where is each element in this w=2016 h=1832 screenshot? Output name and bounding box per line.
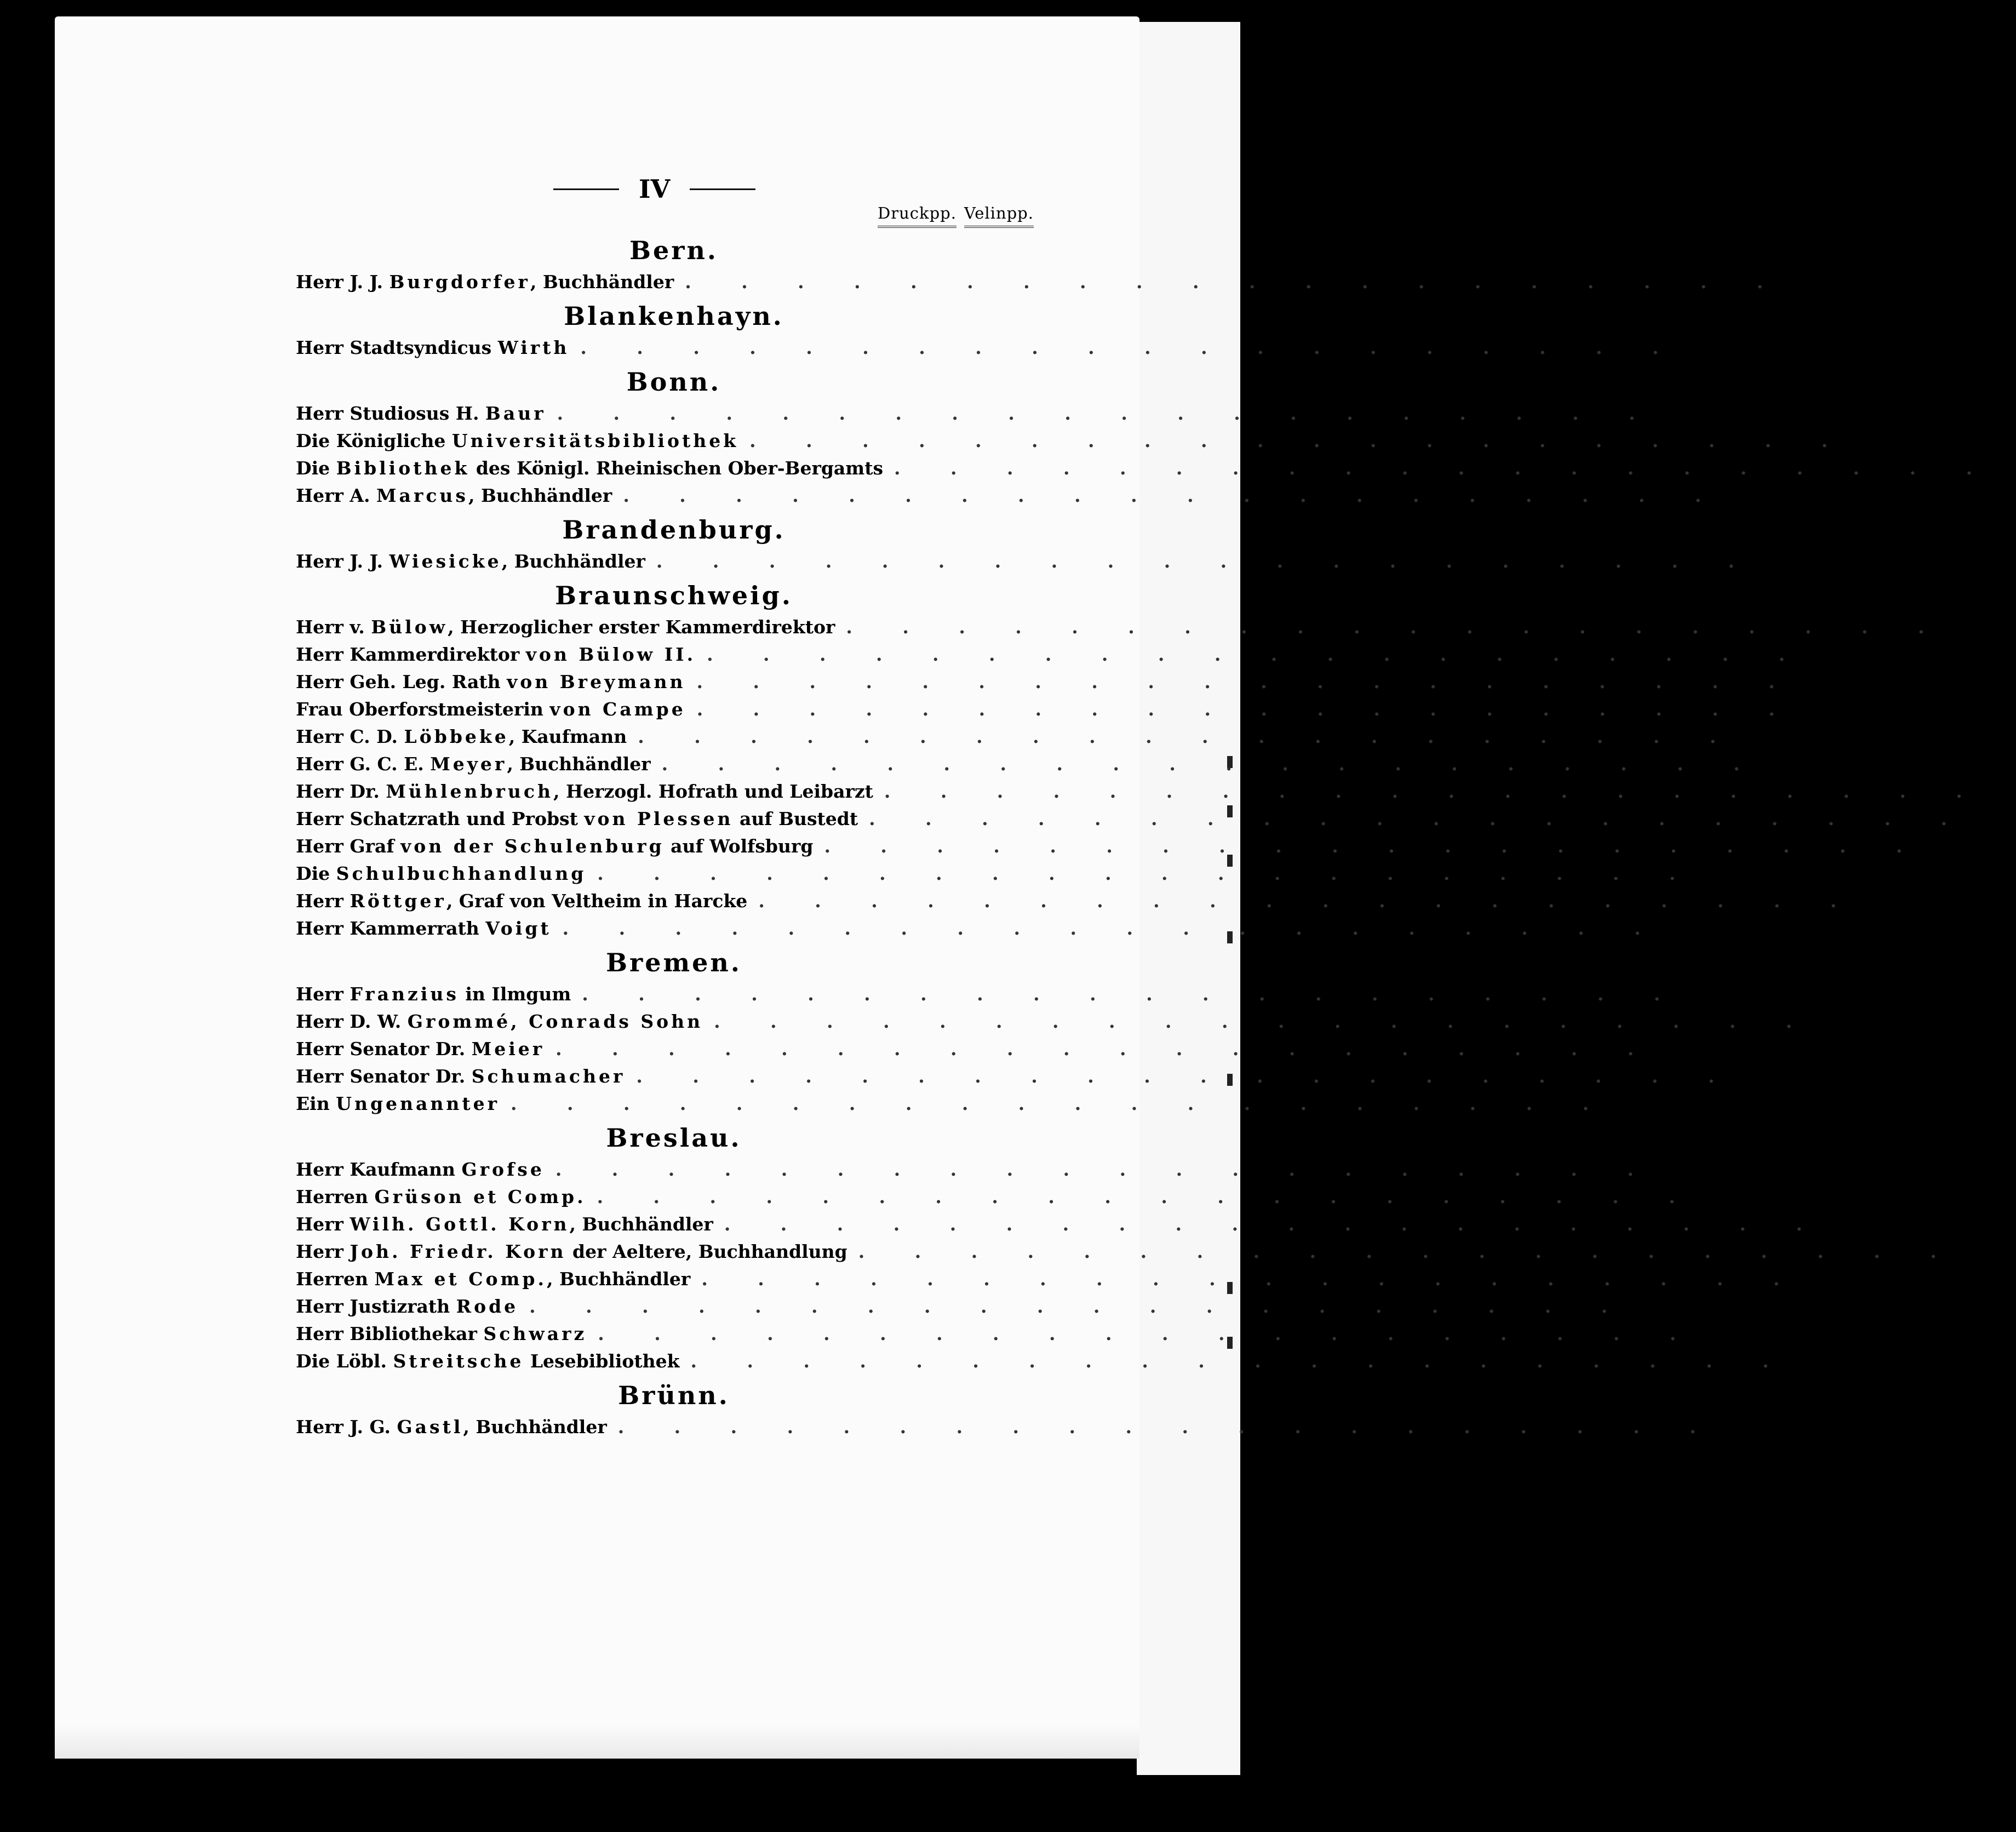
name-prefix: Die Königliche <box>296 430 452 451</box>
name-suffix: des Königl. Rheinischen Ober-Bergamts <box>469 457 884 479</box>
velin-count: – <box>1669 403 1679 424</box>
dot-leader: . . . . . . . . . . . . . . . . . . . . <box>555 1038 1656 1060</box>
druck-count: 1 <box>1984 781 1997 802</box>
subscriber-name <box>296 833 813 860</box>
druck-count: 1 <box>1629 1296 1642 1317</box>
name-prefix: Herr <box>296 1213 350 1235</box>
dot-leader: . . . . . . . . . . . . . . . . . . . . <box>869 808 1969 829</box>
druck-count: 1 <box>1656 1038 1669 1060</box>
subscriber-entry <box>296 668 1819 696</box>
name-prefix: Herr C. D. <box>296 726 404 747</box>
druck-count: 1 <box>1801 1268 1814 1290</box>
name-suffix: der Aeltere, Buchhandlung <box>566 1241 847 1262</box>
dot-leader: . . . . . . . . . . . . . . . . . . . . <box>638 726 1738 747</box>
name-prefix: Die <box>296 863 336 884</box>
druck-count: 1 <box>1662 918 1675 939</box>
druck-count: 2 <box>1761 753 1774 775</box>
subscriber-entry <box>296 778 2006 805</box>
velin-count: – <box>1996 781 2006 802</box>
subscriber-name <box>296 334 569 362</box>
velin-count: 1 <box>1797 271 1811 293</box>
name-prefix: Herr J. J. <box>296 271 390 293</box>
druck-count: 1 <box>1682 983 1695 1005</box>
name-prefix: Herr Dr. <box>296 781 386 802</box>
city-heading: Bremen. <box>606 948 742 977</box>
velin-count: 1 <box>1971 1241 1984 1262</box>
name-suffix: , Graf von Veltheim in Harcke <box>446 890 748 912</box>
velin-count: – <box>1774 753 1784 775</box>
name-spaced: Grommé, Conrads Sohn <box>407 1011 703 1032</box>
subscriber-entry <box>296 1293 1651 1320</box>
name-spaced: Ungenannter <box>336 1093 500 1114</box>
name-prefix: Herr Kammerdirektor <box>296 644 526 665</box>
subscriber-name <box>296 641 696 668</box>
dot-leader: . . . . . . . . . . . . . . . . . . . . <box>724 1213 1824 1235</box>
druck-count: 1 <box>1796 699 1809 720</box>
name-prefix: Herr Stadtsyndicus <box>296 337 498 358</box>
velin-count: 1 <box>1867 890 1880 912</box>
subscriber-name <box>296 1413 607 1441</box>
subscriber-name <box>296 1238 847 1266</box>
druck-count: 1 <box>1969 808 1982 829</box>
name-prefix: Die <box>296 457 336 479</box>
subscriber-entry <box>296 614 1968 641</box>
page-number: IV <box>639 174 671 204</box>
subscriber-entry <box>296 1063 1758 1090</box>
druck-count: 1 <box>1824 1213 1837 1235</box>
name-prefix: Die Löbl. <box>296 1350 393 1372</box>
subscriber-entry <box>296 455 2016 482</box>
dot-leader: . . . . . . . . . . . . . . . . . . . . <box>690 1350 1791 1372</box>
velin-count: – <box>1710 863 1719 884</box>
subscriber-name <box>296 888 747 915</box>
name-prefix: Ein <box>296 1093 336 1114</box>
subscriber-name <box>296 778 873 805</box>
name-prefix: Herr Senator Dr. <box>296 1066 472 1087</box>
subscriber-entry <box>296 805 1991 833</box>
name-prefix: Herr G. C. E. <box>296 753 431 775</box>
name-suffix: auf Bustedt <box>733 808 858 829</box>
velin-count: – <box>1675 918 1685 939</box>
name-spaced: Gastl <box>397 1416 463 1438</box>
subscriber-name <box>296 723 627 751</box>
druck-count: 1 <box>1796 671 1809 692</box>
subscriber-entry <box>296 482 1745 509</box>
velin-count: – <box>1981 808 1991 829</box>
name-spaced: Wirth <box>497 337 570 358</box>
name-prefix: Herr <box>296 1241 350 1262</box>
name-spaced: Bülow <box>371 616 448 638</box>
name-prefix: Herren <box>296 1186 375 1207</box>
name-spaced: von Bülow II. <box>525 644 696 665</box>
name-prefix: Herr D. W. <box>296 1011 408 1032</box>
subscriber-list <box>296 230 2016 1441</box>
name-suffix: auf Wolfsburg <box>664 835 814 857</box>
dot-leader: . . . . . . . . . . . . . . . . . . . . <box>707 644 1807 665</box>
name-suffix: , Buchhändler <box>501 551 645 572</box>
name-prefix: Herr A. <box>296 485 377 506</box>
subscriber-name <box>296 548 645 575</box>
druck-count: 1 <box>1790 1350 1803 1372</box>
name-prefix: Herren <box>296 1268 375 1290</box>
name-suffix: , Buchhändler <box>463 1416 607 1438</box>
name-spaced: Schumacher <box>471 1066 626 1087</box>
subscriber-entry <box>296 860 1719 888</box>
druck-count: 1 <box>1657 403 1670 424</box>
subscriber-entry <box>296 1413 1740 1441</box>
druck-count: 1 <box>1994 457 2007 479</box>
druck-count: 1 <box>1655 1159 1668 1180</box>
name-suffix: , Buchhändler <box>468 485 612 506</box>
druck-count: – <box>1736 1066 1745 1087</box>
velin-count: – <box>1710 1323 1720 1344</box>
dot-leader: . . . . . . . . . . . . . . . . . . . . <box>529 1296 1630 1317</box>
druck-count: 1 <box>1924 835 1937 857</box>
dot-leader: . . . . . . . . . . . . . . . . . . . . <box>557 403 1657 424</box>
page-header <box>553 174 755 204</box>
header-rule-left <box>553 188 619 190</box>
subscriber-name <box>296 696 686 723</box>
name-spaced: Bibliothek <box>336 457 470 479</box>
subscriber-name <box>296 1211 713 1238</box>
subscriber-name <box>296 1063 625 1090</box>
velin-count: – <box>1809 699 1819 720</box>
subscriber-entry <box>296 548 1778 575</box>
name-spaced: Löbbeke <box>404 726 509 747</box>
subscriber-name <box>296 860 586 888</box>
dot-leader: . . . . . . . . . . . . . . . . . . . . <box>884 781 1984 802</box>
subscriber-entry <box>296 833 1946 860</box>
subscriber-entry <box>296 1008 1836 1035</box>
column-headers <box>878 204 1034 228</box>
subscriber-name <box>296 751 651 778</box>
subscriber-name <box>296 482 612 509</box>
subscriber-name <box>296 981 571 1008</box>
name-prefix: Herr Justizrath <box>296 1296 456 1317</box>
subscriber-name <box>296 455 883 482</box>
druck-count: 1 <box>1723 485 1736 506</box>
dot-leader: . . . . . . . . . . . . . . . . . . . . <box>582 983 1682 1005</box>
druck-count: 3 <box>1697 1186 1710 1207</box>
dot-leader: . . . . . . . . . . . . . . . . . . . . <box>685 271 1785 293</box>
velin-count: – <box>1623 1093 1633 1114</box>
name-suffix: , Kaufmann <box>508 726 627 747</box>
subscriber-entry <box>296 268 1811 296</box>
velin-count: – <box>1803 1350 1813 1372</box>
dot-leader: . . . . . . . . . . . . . . . . . . . . <box>858 1241 1958 1262</box>
dot-leader: . . . . . . . . . . . . . . . . . . . . <box>749 430 1850 451</box>
dot-leader: . . . . . . . . . . . . . . . . . . . . <box>696 671 1797 692</box>
city-heading: Bonn. <box>626 367 721 397</box>
name-suffix: , Buchhändler <box>507 753 651 775</box>
dot-leader: . . . . . . . . . . . . . . . . . . . . <box>846 616 1946 638</box>
velin-count: – <box>1668 1159 1677 1180</box>
name-prefix: Frau Oberforstmeisterin <box>296 699 550 720</box>
name-spaced: Voigt <box>485 918 552 939</box>
druck-count: 1 <box>1849 430 1863 451</box>
velin-count: – <box>1862 430 1871 451</box>
druck-count: 1 <box>1697 863 1710 884</box>
city-heading: Braunschweig. <box>555 581 793 610</box>
name-suffix: in Ilmgum <box>459 983 571 1005</box>
subscriber-entry <box>296 723 1760 751</box>
dot-leader: . . . . . . . . . . . . . . . . . . . . <box>580 337 1681 358</box>
name-spaced: von Campe <box>549 699 686 720</box>
city-heading: Breslau. <box>606 1123 742 1153</box>
column-druck-header: Druckpp. <box>878 204 957 228</box>
name-spaced: Wilh. Gottl. Korn <box>350 1213 570 1235</box>
druck-count: – <box>1858 890 1868 912</box>
name-spaced: Mühlenbruch <box>386 781 553 802</box>
subscriber-entry <box>296 915 1685 942</box>
name-prefix: Herr Graf <box>296 835 401 857</box>
dot-leader: . . . . . . . . . . . . . . . . . . . . <box>597 1186 1697 1207</box>
name-spaced: Röttger <box>350 890 446 912</box>
name-prefix: Herr J. J. <box>296 551 390 572</box>
name-spaced: Franzius <box>350 983 459 1005</box>
city-heading: Brandenburg. <box>562 515 786 545</box>
subscriber-name <box>296 1090 500 1118</box>
velin-count: – <box>1768 551 1778 572</box>
druck-count: 1 <box>1698 1323 1711 1344</box>
subscriber-name <box>296 805 858 833</box>
subscriber-name <box>296 668 686 696</box>
dot-leader: . . . . . . . . . . . . . . . . . . . . <box>714 1011 1814 1032</box>
subscriber-name <box>296 427 738 455</box>
subscriber-entry <box>296 888 1880 915</box>
druck-count: 2 <box>1958 1241 1971 1262</box>
velin-count: – <box>1694 983 1704 1005</box>
name-prefix: Herr <box>296 983 350 1005</box>
dot-leader: . . . . . . . . . . . . . . . . . . . . <box>562 918 1663 939</box>
name-spaced: von Plessen <box>584 808 734 829</box>
velin-count: – <box>1693 337 1702 358</box>
velin-count: – <box>1814 1268 1823 1290</box>
name-spaced: Grofse <box>461 1159 545 1180</box>
subscriber-entry <box>296 751 1784 778</box>
velin-count: – <box>1836 1213 1846 1235</box>
subscriber-entry <box>296 1348 1813 1375</box>
druck-count: 2 <box>1785 271 1798 293</box>
velin-count: 1 <box>1745 1066 1758 1087</box>
subscriber-entry <box>296 1211 1846 1238</box>
subscriber-name <box>296 1293 518 1320</box>
name-prefix: Herr v. <box>296 616 371 638</box>
subscriber-entry <box>296 1183 1719 1211</box>
name-prefix: Herr <box>296 890 350 912</box>
subscriber-name <box>296 614 835 641</box>
name-suffix: , Herzoglicher erster Kammerdirektor <box>448 616 835 638</box>
name-spaced: Wiesicke <box>389 551 502 572</box>
name-spaced: Meyer <box>430 753 507 775</box>
subscriber-name <box>296 1266 690 1293</box>
name-spaced: Streitsche <box>393 1350 524 1372</box>
subscriber-entry <box>296 1035 1677 1063</box>
druck-count: 1 <box>1680 337 1693 358</box>
druck-count: 1 <box>1611 1093 1624 1114</box>
druck-count: 1 <box>1756 551 1769 572</box>
header-rule-right <box>690 188 755 190</box>
subscriber-name <box>296 1348 680 1375</box>
city-heading: Blankenhayn. <box>564 301 784 331</box>
name-prefix: Herr Schatzrath und Probst <box>296 808 585 829</box>
name-spaced: Max et Comp. <box>374 1268 547 1290</box>
dot-leader: . . . . . . . . . . . . . . . . . . . . <box>555 1159 1656 1180</box>
subscriber-name <box>296 1156 545 1183</box>
name-spaced: Grüson et Comp. <box>374 1186 586 1207</box>
velin-count: – <box>1730 1416 1740 1438</box>
name-spaced: Schulbuchhandlung <box>336 863 587 884</box>
velin-count: – <box>1809 671 1819 692</box>
name-suffix: , Buchhändler <box>530 271 674 293</box>
dot-leader: . . . . . . . . . . . . . . . . . . . . <box>824 835 1925 857</box>
name-suffix: , Buchhändler <box>547 1268 691 1290</box>
velin-count: – <box>1819 644 1829 665</box>
velin-count: – <box>1736 485 1745 506</box>
dot-leader: . . . . . . . . . . . . . . . . . . . . <box>597 863 1698 884</box>
druck-count: 2 <box>1717 1416 1731 1438</box>
subscriber-name <box>296 1035 545 1063</box>
name-spaced: Universitätsbibliothek <box>451 430 739 451</box>
velin-count: – <box>1668 1038 1677 1060</box>
name-spaced: von der Schulenburg <box>400 835 665 857</box>
dot-leader: . . . . . . . . . . . . . . . . . . . . <box>636 1066 1737 1087</box>
name-prefix: Herr Kammerrath <box>296 918 486 939</box>
subscriber-entry <box>296 696 1819 723</box>
dot-leader: . . . . . . . . . . . . . . . . . . . . <box>623 485 1723 506</box>
column-velin-header: Velinpp. <box>964 204 1034 228</box>
dot-leader: . . . . . . . . . . . . . . . . . . . . <box>894 457 1995 479</box>
name-spaced: Burgdorfer <box>389 271 530 293</box>
name-suffix: , Buchhändler <box>569 1213 713 1235</box>
dot-leader: . . . . . . . . . . . . . . . . . . . . <box>617 1416 1718 1438</box>
dot-leader: . . . . . . . . . . . . . . . . . . . . <box>758 890 1859 912</box>
subscriber-entry <box>296 400 1679 427</box>
subscriber-name <box>296 1183 586 1211</box>
velin-count: – <box>1937 835 1946 857</box>
name-prefix: Herr Geh. Leg. Rath <box>296 671 507 692</box>
name-spaced: Rode <box>456 1296 519 1317</box>
city-heading: Bern. <box>629 236 718 265</box>
name-spaced: Schwarz <box>483 1323 587 1344</box>
name-prefix: Herr Kaufmann <box>296 1159 462 1180</box>
subscriber-name <box>296 400 546 427</box>
subscriber-entry <box>296 1156 1677 1183</box>
name-spaced: Baur <box>485 403 546 424</box>
city-heading: Brünn. <box>618 1381 730 1410</box>
subscriber-entry <box>296 334 1702 362</box>
subscriber-entry <box>296 1266 1823 1293</box>
dot-leader: . . . . . . . . . . . . . . . . . . . . <box>661 753 1762 775</box>
name-suffix: , Herzogl. Hofrath und Leibarzt <box>553 781 873 802</box>
subscriber-entry <box>296 641 1829 668</box>
name-prefix: Herr J. G. <box>296 1416 397 1438</box>
name-spaced: von Breymann <box>507 671 686 692</box>
dot-leader: . . . . . . . . . . . . . . . . . . . . <box>696 699 1797 720</box>
name-suffix: Lesebibliothek <box>524 1350 680 1372</box>
druck-count: 1 <box>1946 616 1959 638</box>
subscriber-name <box>296 915 552 942</box>
druck-count: 1 <box>1738 726 1751 747</box>
subscriber-name <box>296 1008 703 1035</box>
subscriber-entry <box>296 427 1871 455</box>
dot-leader: . . . . . . . . . . . . . . . . . . . . <box>511 1093 1611 1114</box>
subscriber-entry <box>296 1238 1984 1266</box>
velin-count: – <box>1750 726 1760 747</box>
dot-leader: . . . . . . . . . . . . . . . . . . . . <box>701 1268 1802 1290</box>
velin-count: – <box>1826 1011 1836 1032</box>
subscriber-entry <box>296 1320 1720 1348</box>
subscriber-name <box>296 268 674 296</box>
subscriber-entry <box>296 981 1704 1008</box>
name-prefix: Herr Bibliothekar <box>296 1323 484 1344</box>
name-spaced: Marcus <box>376 485 468 506</box>
name-spaced: Joh. Friedr. Korn <box>350 1241 566 1262</box>
druck-count: 1 <box>1807 644 1820 665</box>
dot-leader: . . . . . . . . . . . . . . . . . . . . <box>598 1323 1698 1344</box>
druck-count: 1 <box>1814 1011 1827 1032</box>
name-prefix: Herr Senator Dr. <box>296 1038 472 1060</box>
dot-leader: . . . . . . . . . . . . . . . . . . . . <box>656 551 1756 572</box>
velin-count: – <box>1709 1186 1719 1207</box>
subscriber-name <box>296 1320 587 1348</box>
velin-count: – <box>1642 1296 1651 1317</box>
name-spaced: Meier <box>471 1038 545 1060</box>
velin-count: – <box>1958 616 1968 638</box>
subscriber-entry <box>296 1090 1633 1118</box>
name-prefix: Herr Studiosus H. <box>296 403 485 424</box>
velin-count: – <box>2007 457 2016 479</box>
